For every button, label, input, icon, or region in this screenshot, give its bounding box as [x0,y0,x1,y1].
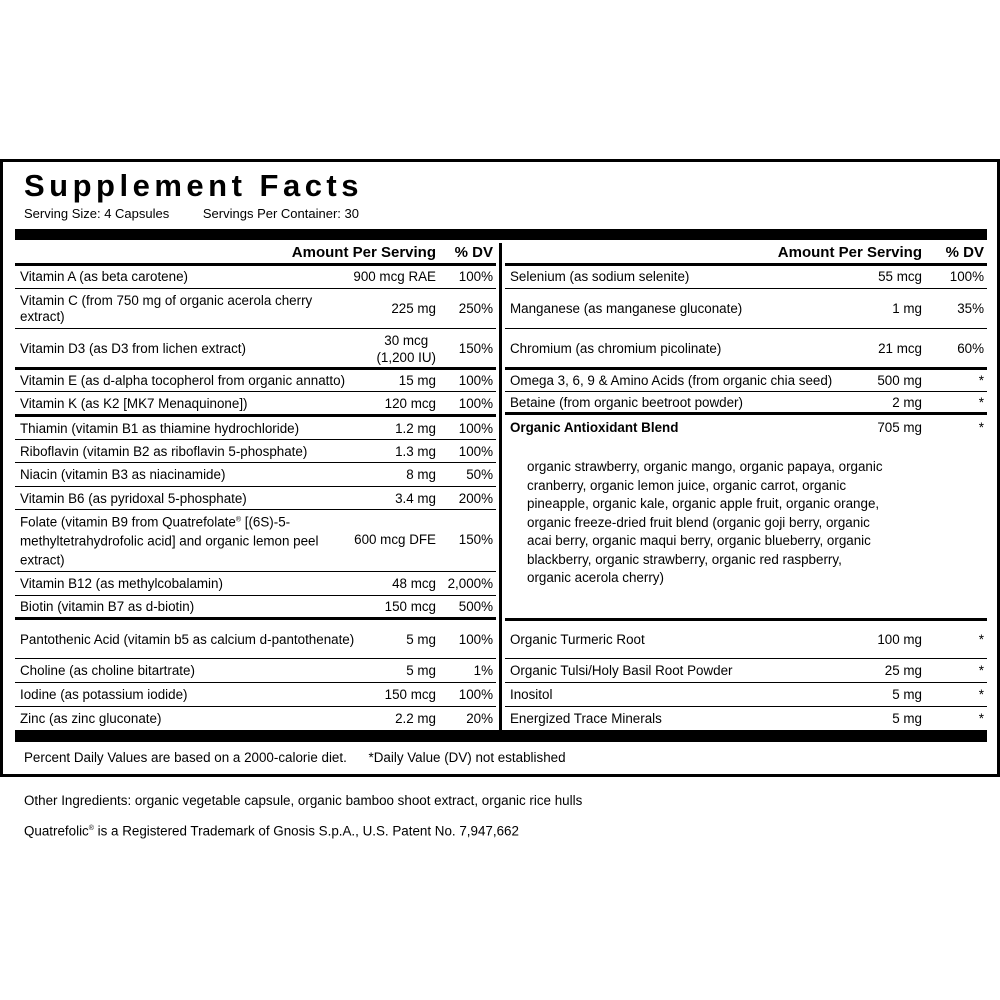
nutrient-row [15,462,496,486]
servings-per-container: Servings Per Container: 30 [202,206,359,221]
trademark-name: Quatrefolic [24,823,89,839]
nutrient-row [15,658,496,682]
dv-header-left: % DV [454,244,493,261]
dv-header-right: % DV [945,244,984,261]
nutrient-dv: 1% [473,662,493,678]
registered-mark: ® [235,516,241,524]
nutrient-amount: 150 mcg [384,599,436,614]
nutrient-dv: 150% [458,340,493,356]
nutrient-amount: 120 mcg [384,395,436,411]
nutrient-name: Chromium (as chromium picolinate) [510,340,722,356]
nutrient-row [15,617,496,659]
nutrient-dv: * [978,373,984,388]
trademark-text: is a Registered Trademark of Gnosis S.p.A., U.S. Patent No. 7,947,662 [93,823,519,839]
nutrient-name: Omega 3, 6, 9 & Amino Acids (from organic chia seed) [510,373,833,388]
nutrient-amount: 2 mg [892,394,922,410]
nutrient-name: Manganese (as manganese gluconate) [510,300,743,316]
nutrient-dv: 100% [458,420,493,436]
nutrient-amount: 705 mg [877,420,922,435]
nutrient-dv: 20% [466,711,493,726]
nutrient-amount: 55 mcg [878,269,922,284]
nutrient-name: Niacin (vitamin B3 as niacinamide) [20,466,226,482]
nutrient-name: Vitamin B6 (as pyridoxal 5-phosphate) [20,490,247,506]
nutrient-amount: 2.2 mg [395,711,436,726]
nutrient-row [15,263,496,288]
nutrient-dv: * [978,394,984,410]
nutrient-dv: * [978,662,984,678]
nutrient-name: Choline (as choline bitartrate) [20,662,195,678]
nutrient-dv: 35% [957,300,984,316]
nutrient-dv: 100% [949,269,984,284]
nutrient-amount: 5 mg [406,662,436,678]
nutrient-name: Selenium (as sodium selenite) [510,269,690,284]
nutrient-dv: 250% [458,300,493,316]
nutrient-row [505,367,987,392]
nutrient-row [15,367,496,392]
bottom-thick-bar [15,730,987,742]
nutrient-row [15,439,496,463]
amount-header-left: Amount Per Serving [291,244,436,261]
nutrient-dv: * [978,632,984,647]
nutrient-row [505,412,987,441]
nutrient-dv: 500% [458,599,493,614]
nutrient-name: Vitamin K (as K2 [MK7 Menaquinone]) [20,395,248,411]
nutrient-row [15,595,496,618]
nutrient-amount: 150 mcg [384,686,436,702]
nutrient-amount: 3.4 mg [395,490,436,506]
serving-size: Serving Size: 4 Capsules [24,206,170,221]
panel-title: Supplement Facts [24,168,363,203]
nutrient-dv: * [978,686,984,702]
nutrient-dv: 150% [458,532,493,547]
nutrient-dv: 100% [458,395,493,411]
nutrient-row [15,328,496,368]
nutrient-name: Iodine (as potassium iodide) [20,686,188,702]
right-nutrient-column [505,243,987,730]
nutrient-name: Vitamin A (as beta carotene) [20,269,188,284]
other-ingredients: Other Ingredients: organic vegetable capsule, organic bamboo shoot extract, organic rice hulls [24,793,583,808]
nutrient-dv: * [978,711,984,726]
nutrient-name: Vitamin C (from 750 mg of organic acerola cherry extract) [20,292,313,324]
footnote-star: *Daily Value (DV) not established [368,750,566,765]
nutrient-amount: 600 mcg DFE [354,532,436,547]
nutrient-amount: 500 mg [877,373,922,388]
nutrient-row [15,509,496,570]
nutrient-amount: 225 mg [391,300,436,316]
nutrient-name: Organic Tulsi/Holy Basil Root Powder [510,662,733,678]
nutrient-row [505,391,987,413]
nutrient-amount: 5 mg [892,711,922,726]
nutrient-name: Vitamin B12 (as methylcobalamin) [20,575,223,591]
nutrient-amount: 15 mg [398,373,436,388]
nutrient-name: Inositol [510,686,553,702]
nutrient-row [15,682,496,706]
nutrient-amount: 1 mg [892,300,922,316]
column-divider [499,243,502,730]
nutrient-amount: 5 mg [406,631,436,647]
nutrient-row [505,328,987,368]
nutrient-dv: 100% [458,631,493,647]
nutrient-row [15,571,496,595]
nutrient-amount: 5 mg [892,686,922,702]
nutrient-dv: 50% [466,466,493,482]
nutrient-row [505,263,987,288]
registered-mark: ® [88,825,94,832]
folate-name-part-2: [(6S)-5-methyltetrahydrofolic acid] and organic lemon peel extract) [20,514,319,568]
panel-footnotes [24,750,584,766]
amount-line-2: (1,200 IU) [376,349,436,365]
nutrient-row [505,618,987,659]
nutrient-amount: 8 mg [406,466,436,482]
nutrient-amount [376,332,436,366]
nutrient-dv: 200% [458,490,493,506]
nutrient-amount: 25 mg [884,662,922,678]
amount-header-right: Amount Per Serving [777,244,922,261]
footnote-dv: Percent Daily Values are based on a 2000-calorie diet. [24,750,347,765]
antioxidant-blend-ingredients: organic strawberry, organic mango, organic papaya, organic cranberry, organic lemon juice, organic carrot, organic pineapple, organic kale, organic apple fruit, organic orange, organic freeze-dried fruit blend (organic goji berry, organic acai berry, organic maqui berry, organic blueberry, organic blackberry, organic strawberry, organic red raspberry, organic acerola cherry) [527,459,883,585]
nutrient-name: Organic Antioxidant Blend [510,420,679,435]
nutrient-dv: 100% [458,373,493,388]
nutrient-name: Pantothenic Acid (vitamin b5 as calcium d-pantothenate) [20,631,355,647]
nutrient-dv: 100% [458,443,493,459]
nutrient-name: Zinc (as zinc gluconate) [20,711,162,726]
nutrient-name: Riboflavin (vitamin B2 as riboflavin 5-phosphate) [20,443,308,459]
nutrient-amount: 100 mg [877,632,922,647]
trademark-note [24,821,519,839]
nutrient-name: Organic Turmeric Root [510,632,645,647]
nutrient-row [15,391,496,415]
nutrient-name: Vitamin D3 (as D3 from lichen extract) [20,340,246,356]
nutrient-dv: 100% [458,269,493,284]
nutrient-name: Thiamin (vitamin B1 as thiamine hydrochloride) [20,420,300,436]
nutrient-row [505,706,987,731]
nutrient-amount: 21 mcg [878,340,922,356]
nutrient-row [15,288,496,328]
left-nutrient-column [15,243,496,730]
nutrient-amount: 900 mcg RAE [353,269,436,284]
nutrient-row [505,288,987,328]
top-thick-bar [15,229,987,240]
nutrient-name: Betaine (from organic beetroot powder) [510,394,743,410]
nutrient-row [15,414,496,440]
nutrient-dv: 60% [957,340,984,356]
nutrient-amount: 1.3 mg [395,443,436,459]
nutrient-name: Biotin (vitamin B7 as d-biotin) [20,599,195,614]
nutrient-amount: 1.2 mg [395,420,436,436]
nutrient-row [505,682,987,706]
nutrient-amount: 48 mcg [392,575,436,591]
nutrient-dv: * [978,420,984,435]
nutrient-row [15,486,496,510]
amount-line-1: 30 mcg [384,332,429,348]
nutrient-row [505,658,987,682]
nutrient-row [15,706,496,731]
nutrient-name [20,510,360,569]
serving-info [24,206,389,222]
nutrient-name: Energized Trace Minerals [510,711,662,726]
nutrient-dv: 2,000% [447,575,493,591]
nutrient-name: Vitamin E (as d-alpha tocopherol from organic annatto) [20,373,346,388]
nutrient-dv: 100% [458,686,493,702]
antioxidant-blend-box [505,438,987,618]
folate-name-part-1: Folate (vitamin B9 from Quatrefolate [20,514,236,530]
